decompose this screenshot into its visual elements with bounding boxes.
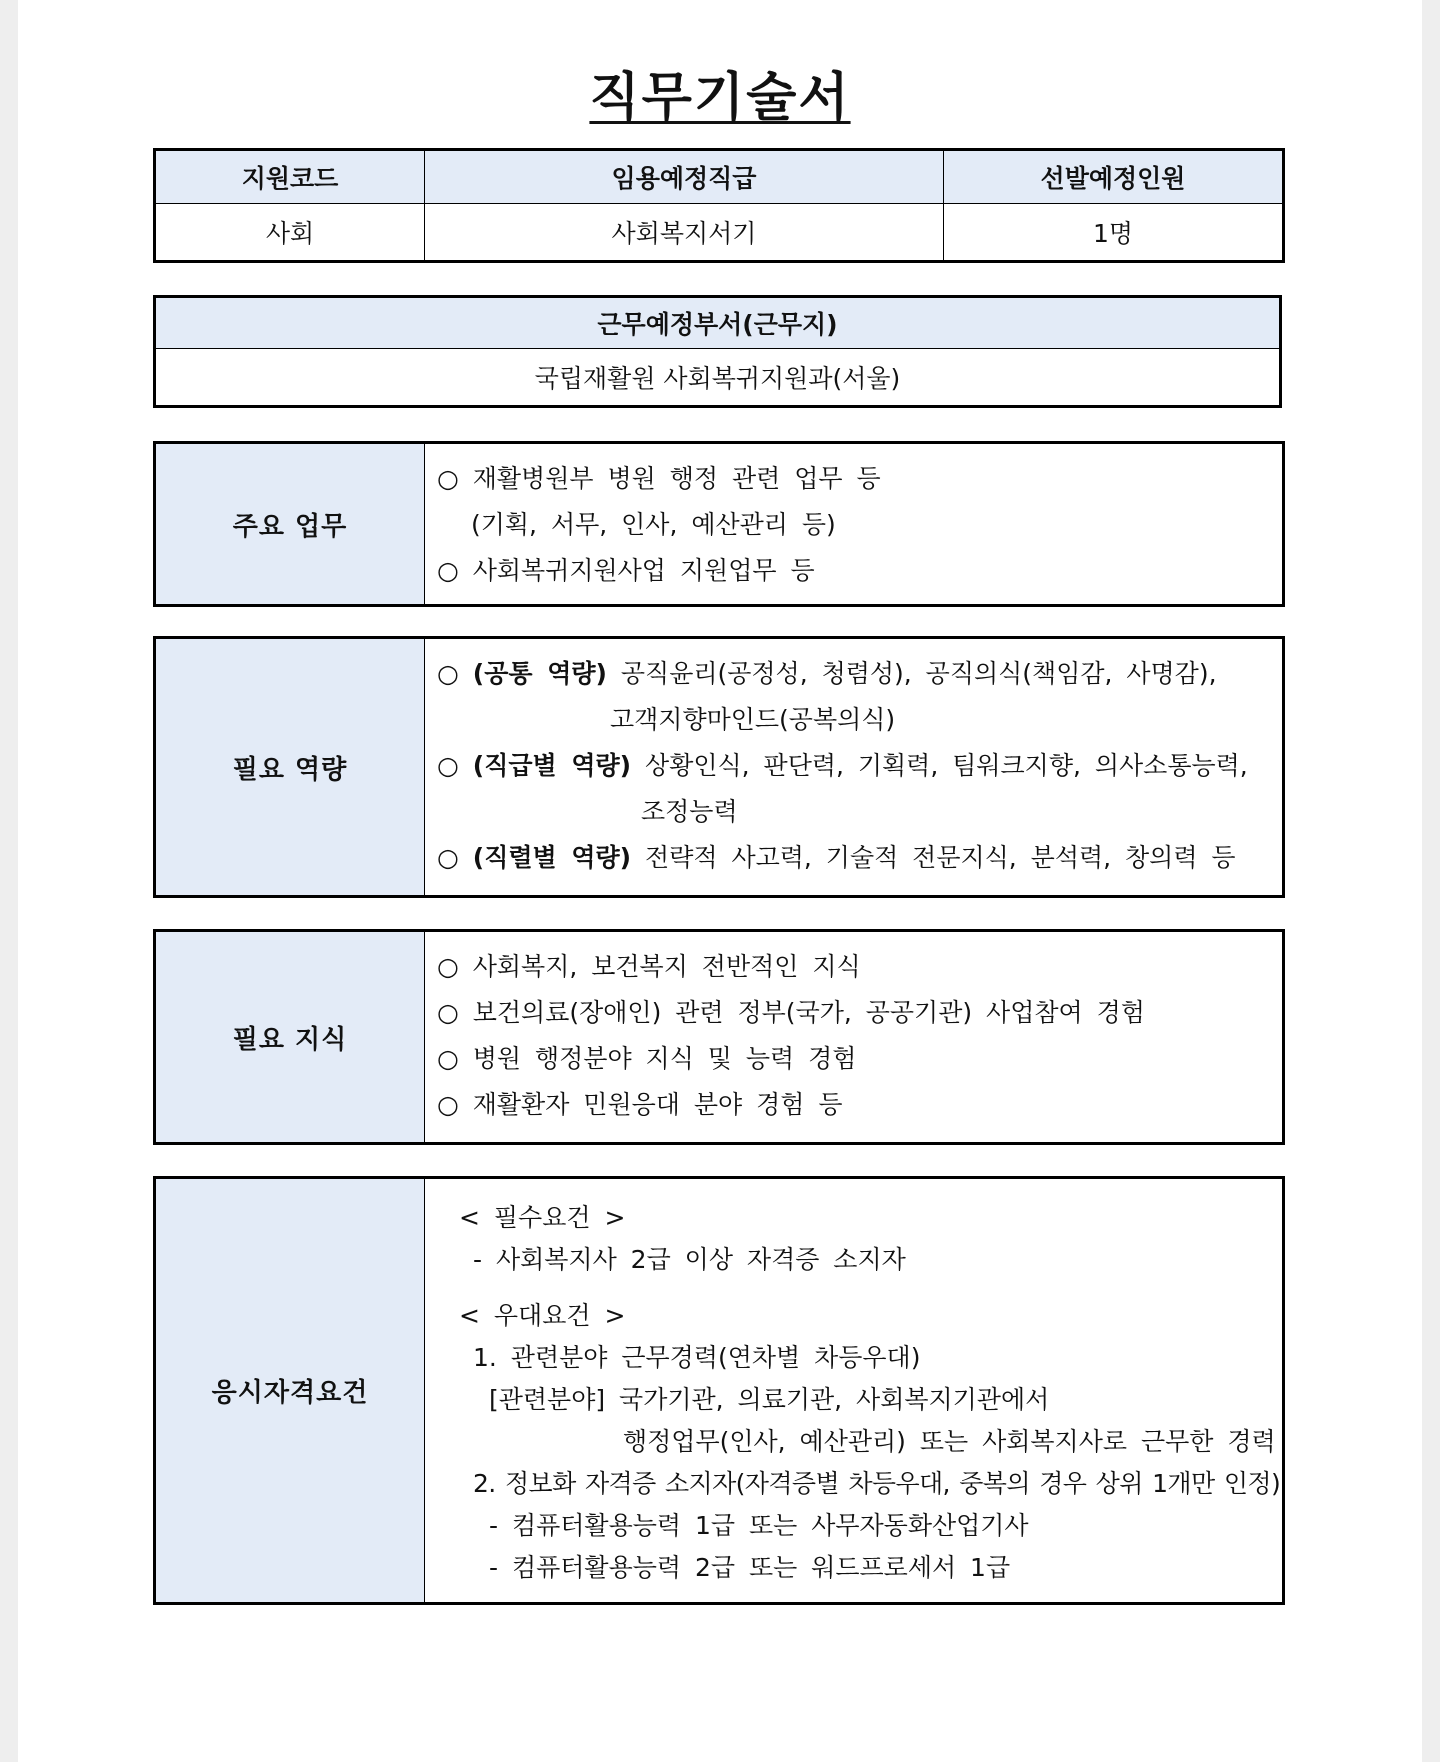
value-application-code: 사회 [155,204,425,262]
label-qualification: 응시자격요건 [155,1178,425,1604]
qualification-table [153,1176,1285,1605]
header-recruit-count: 선발예정인원 [944,150,1284,204]
position-info-table [153,148,1285,263]
competency-item-common: ○ (공통 역량) 공직윤리(공정성, 청렴성), 공직의식(책임감, 사명감), [437,659,1217,688]
required-title: < 필수요건 > [459,1203,626,1232]
competency-content [425,638,1284,897]
label-main-duties: 주요 업무 [155,443,425,606]
header-department: 근무예정부서(근무지) [155,297,1281,349]
duty-line: (기획, 서무, 인사, 예산관리 등) [471,510,836,539]
competency-item-common-cont: 고객지향마인드(공복의식) [610,705,896,734]
knowledge-content [425,931,1284,1144]
required-item: - 사회복지사 2급 이상 자격증 소지자 [473,1245,906,1274]
qualification-content [425,1178,1284,1604]
preferred-item-1-field-cont: 행정업무(인사, 예산관리) 또는 사회복지사로 근무한 경력 [623,1427,1276,1456]
label-knowledge: 필요 지식 [155,931,425,1144]
knowledge-table [153,929,1285,1145]
preferred-title: < 우대요건 > [459,1301,626,1330]
main-duties-content [425,443,1284,606]
knowledge-line: ○ 재활환자 민원응대 분야 경험 등 [437,1090,843,1119]
preferred-item-2-sub: - 컴퓨터활용능력 1급 또는 사무자동화산업기사 [489,1511,1029,1540]
department-table [153,295,1282,408]
competency-item-grade-cont: 조정능력 [641,797,738,826]
knowledge-line: ○ 보건의료(장애인) 관련 정부(국가, 공공기관) 사업참여 경험 [437,998,1145,1027]
label-competency: 필요 역량 [155,638,425,897]
knowledge-line: ○ 사회복지, 보건복지 전반적인 지식 [437,952,861,981]
value-department: 국립재활원 사회복귀지원과(서울) [155,349,1281,407]
competency-item-series: ○ (직렬별 역량) 전략적 사고력, 기술적 전문지식, 분석력, 창의력 등 [437,843,1236,872]
main-duties-table [153,441,1285,607]
header-appointment-grade: 임용예정직급 [425,150,944,204]
preferred-item-1-field: [관련분야] 국가기관, 의료기관, 사회복지기관에서 [489,1385,1050,1414]
value-recruit-count: 1명 [944,204,1284,262]
duty-line: ○ 재활병원부 병원 행정 관련 업무 등 [437,464,881,493]
preferred-item-2: 2. 정보화 자격증 소지자(자격증별 차등우대, 중복의 경우 상위 1개만 인정) [473,1469,1281,1498]
document-title: 직무기술서 [589,68,851,128]
value-appointment-grade: 사회복지서기 [425,204,944,262]
header-application-code: 지원코드 [155,150,425,204]
preferred-item-1: 1. 관련분야 근무경력(연차별 차등우대) [473,1343,921,1372]
knowledge-line: ○ 병원 행정분야 지식 및 능력 경험 [437,1044,857,1073]
competency-item-grade: ○ (직급별 역량) 상황인식, 판단력, 기획력, 팀워크지향, 의사소통능력, [437,751,1248,780]
competency-table [153,636,1285,898]
preferred-item-2-sub: - 컴퓨터활용능력 2급 또는 워드프로세서 1급 [489,1553,1011,1582]
duty-line: ○ 사회복귀지원사업 지원업무 등 [437,556,815,585]
